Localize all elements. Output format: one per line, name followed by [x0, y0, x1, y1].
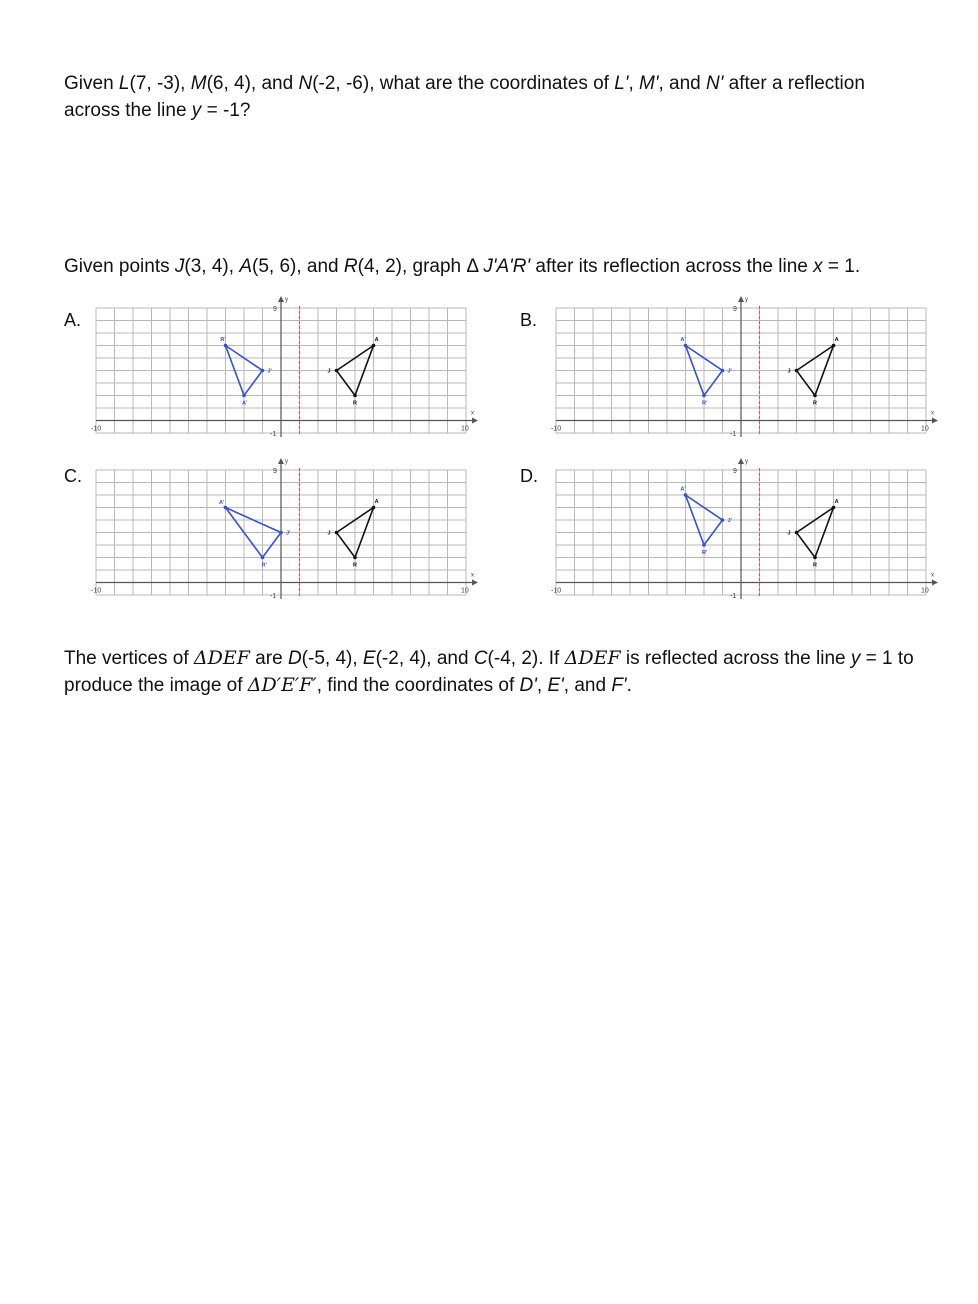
y-axis-label: y — [285, 297, 288, 303]
choice-d-graph[interactable] — [548, 458, 938, 608]
x-axis-label: x — [931, 410, 934, 417]
tick-label-ymin: -1 — [730, 593, 737, 600]
original-vertex-label: R — [813, 562, 817, 569]
choice-b-label[interactable]: B. — [520, 310, 538, 330]
original-vertex — [795, 531, 799, 535]
y-axis-arrow — [278, 458, 284, 464]
image-vertex — [261, 556, 265, 560]
tick-label-xmax: 10 — [921, 587, 929, 595]
choice-c-graph[interactable] — [88, 458, 478, 608]
x-axis-arrow — [932, 580, 938, 586]
original-vertex — [832, 506, 836, 510]
question-2: Given points J(3, 4), A(5, 6), and R(4, 2), graph Δ J'A'R' after its reflection across the line x = 1. — [64, 256, 861, 277]
image-vertex-label: A' — [242, 400, 248, 407]
tick-label-ymax: 9 — [733, 306, 737, 313]
original-vertex-label: J — [787, 368, 791, 375]
original-vertex — [795, 369, 799, 373]
image-vertex-label: R' — [702, 550, 708, 556]
original-vertex-label: A — [374, 499, 379, 506]
image-vertex-label: J' — [267, 368, 272, 375]
image-vertex-label: A' — [219, 500, 225, 507]
tick-label-xmax: 10 — [461, 587, 469, 595]
tick-label-ymax: 9 — [273, 468, 277, 475]
tick-label-ymin: -1 — [730, 431, 737, 438]
original-vertex — [813, 556, 817, 560]
tick-label-xmax: 10 — [921, 425, 929, 433]
tick-label-ymax: 9 — [733, 468, 737, 475]
original-vertex — [813, 394, 817, 398]
choice-d-label[interactable]: D. — [520, 466, 538, 486]
original-vertex — [372, 506, 376, 510]
question-3: The vertices of ΔDEF are D(-5, 4), E(-2, 4), and C(-4, 2). If ΔDEF is reflected across the line y = 1 to produce the image of ΔD′E′F′, find the coordinates of D', E', and F'. — [64, 647, 914, 696]
x-axis-label: x — [931, 572, 934, 579]
tick-label-xmin: -10 — [91, 587, 102, 595]
image-vertex — [702, 394, 706, 398]
y-axis-label: y — [745, 297, 748, 303]
image-vertex-label: A' — [680, 486, 686, 493]
original-vertex-label: J — [327, 530, 331, 537]
x-axis-arrow — [472, 580, 478, 586]
choice-c-label[interactable]: C. — [64, 466, 82, 486]
image-vertex-label: J' — [727, 518, 732, 524]
image-vertex — [721, 518, 725, 522]
tick-label-xmin: -10 — [91, 425, 102, 433]
image-vertex — [261, 369, 265, 373]
original-vertex — [335, 531, 339, 535]
image-vertex — [684, 493, 688, 497]
y-axis-label: y — [285, 459, 288, 465]
image-vertex — [702, 543, 706, 547]
choice-b-graph[interactable] — [548, 296, 938, 446]
original-vertex — [353, 394, 357, 398]
y-axis-arrow — [738, 458, 744, 464]
original-vertex-label: R — [813, 400, 817, 407]
tick-label-ymax: 9 — [273, 306, 277, 313]
image-vertex — [224, 506, 228, 510]
original-vertex — [353, 556, 357, 560]
image-vertex — [721, 369, 725, 373]
original-vertex-label: A — [374, 337, 379, 344]
question-1: Given L(7, -3), M(6, 4), and N(-2, -6), what are the coordinates of L', M', and N' after a reflection across the line y = -1? — [64, 73, 865, 121]
image-vertex — [224, 344, 228, 348]
original-vertex-label: A — [834, 337, 839, 344]
original-vertex — [372, 344, 376, 348]
image-vertex-label: A' — [680, 337, 686, 344]
tick-label-xmax: 10 — [461, 425, 469, 433]
image-vertex — [242, 394, 246, 398]
choice-a-label[interactable]: A. — [64, 310, 82, 330]
y-axis-arrow — [738, 296, 744, 302]
tick-label-xmin: -10 — [551, 587, 562, 595]
choice-a-graph[interactable] — [88, 296, 478, 446]
tick-label-ymin: -1 — [270, 431, 277, 438]
image-vertex — [684, 344, 688, 348]
original-vertex-label: R — [353, 562, 357, 569]
x-axis-arrow — [472, 418, 478, 424]
x-axis-label: x — [471, 410, 474, 417]
tick-label-ymin: -1 — [270, 593, 277, 600]
y-axis-label: y — [745, 459, 748, 465]
image-vertex-label: J' — [727, 368, 732, 375]
image-vertex-label: R' — [702, 400, 708, 407]
image-vertex-label: R' — [261, 562, 267, 569]
image-vertex — [279, 531, 283, 535]
image-vertex-label: J' — [286, 530, 291, 537]
original-vertex-label: R — [353, 400, 357, 407]
y-axis-arrow — [278, 296, 284, 302]
original-vertex — [832, 344, 836, 348]
original-vertex-label: A — [834, 499, 839, 506]
original-vertex — [335, 369, 339, 373]
original-vertex-label: J — [327, 368, 331, 375]
x-axis-arrow — [932, 418, 938, 424]
image-vertex-label: R' — [220, 337, 226, 344]
x-axis-label: x — [471, 572, 474, 579]
tick-label-xmin: -10 — [551, 425, 562, 433]
original-vertex-label: J — [787, 530, 791, 537]
